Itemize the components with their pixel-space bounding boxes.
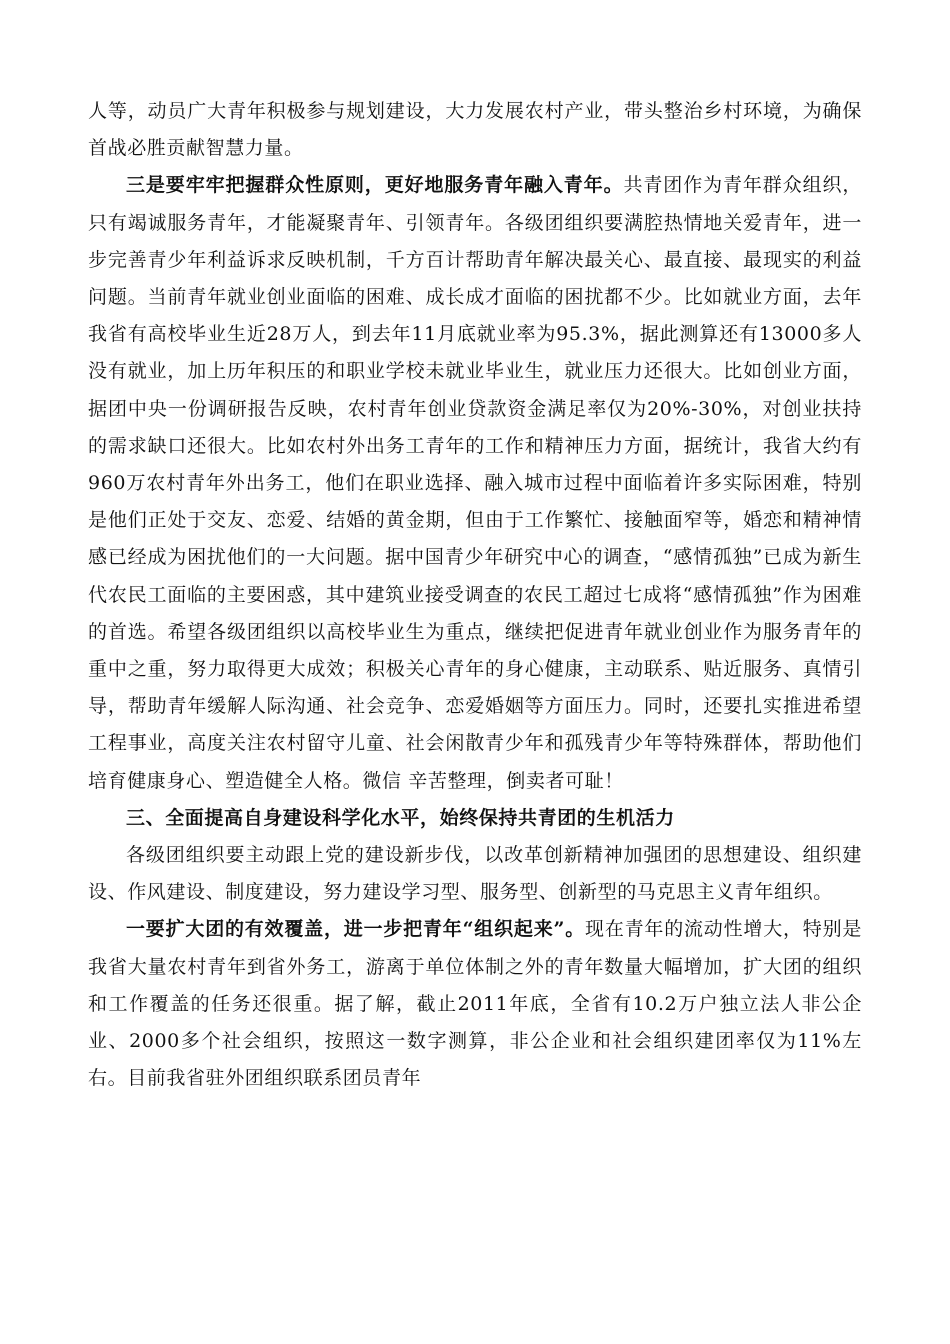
section-heading-text: 三、全面提高自身建设科学化水平，始终保持共青团的生机活力 [126,806,675,829]
document-body [88,93,862,1097]
paragraph-text: 各级团组织要主动跟上党的建设新步伐，以改革创新精神加强团的思想建设、组织建设、作风建设、制度建设，努力建设学习型、服务型、创新型的马克思主义青年组织。 [88,844,862,904]
paragraph-party-building [88,837,862,911]
paragraph-coverage [88,911,862,1097]
paragraph-text: 现在青年的流动性增大，特别是我省大量农村青年到省外务工，游离于单位体制之外的青年数量大幅增加，扩大团的组织和工作覆盖的任务还很重。据了解，截止2011年底，全省有10.2万户独立法人非公企业、2000多个社会组织，按照这一数字测算，非公企业和社会组织建团率仅为11%左右。目前我省驻外团组织联系团员青年 [88,918,862,1090]
paragraph-text: 人等，动员广大青年积极参与规划建设，大力发展农村产业，带头整治乡村环境，为确保首战必胜贡献智慧力量。 [88,100,862,160]
paragraph-serve-youth [88,167,862,799]
paragraph-lead-bold: 三是要牢牢把握群众性原则，更好地服务青年融入青年。 [126,174,624,197]
paragraph-text: 共青团作为青年群众组织，只有竭诚服务青年，才能凝聚青年、引领青年。各级团组织要满腔热情地关爱青年，进一步完善青少年利益诉求反映机制，千方百计帮助青年解决最关心、最直接、最现实的利益问题。当前青年就业创业面临的困难、成长成才面临的困扰都不少。比如就业方面，去年我省有高校毕业生近28万人，到去年11月底就业率为95.3%，据此测算还有13000多人没有就业，加上历年积压的和职业学校未就业毕业生，就业压力还很大。比如创业方面，据团中央一份调研报告反映，农村青年创业贷款资金满足率仅为20%-30%，对创业扶持的需求缺口还很大。比如农村外出务工青年的工作和精神压力方面，据统计，我省大约有960万农村青年外出务工，他们在职业选择、融入城市过程中面临着许多实际困难，特别是他们正处于交友、恋爱、结婚的黄金期，但由于工作繁忙、接触面窄等，婚恋和精神情感已经成为困扰他们的一大问题。据中国青少年研究中心的调查，“感情孤独”已成为新生代农民工面临的主要困惑，其中建筑业接受调查的农民工超过七成将“感情孤独”作为困难的首选。希望各级团组织以高校毕业生为重点，继续把促进青年就业创业作为服务青年的重中之重，努力取得更大成效；积极关心青年的身心健康，主动联系、贴近服务、真情引导，帮助青年缓解人际沟通、社会竞争、恋爱婚姻等方面压力。同时，还要扎实推进希望工程事业，高度关注农村留守儿童、社会闲散青少年和孤残青少年等特殊群体，帮助他们培育健康身心、塑造健全人格。微信 辛苦整理，倒卖者可耻！ [88,174,862,792]
paragraph-continuation [88,93,862,167]
paragraph-lead-bold: 一要扩大团的有效覆盖，进一步把青年“组织起来”。 [126,918,586,941]
section-heading [88,800,862,837]
